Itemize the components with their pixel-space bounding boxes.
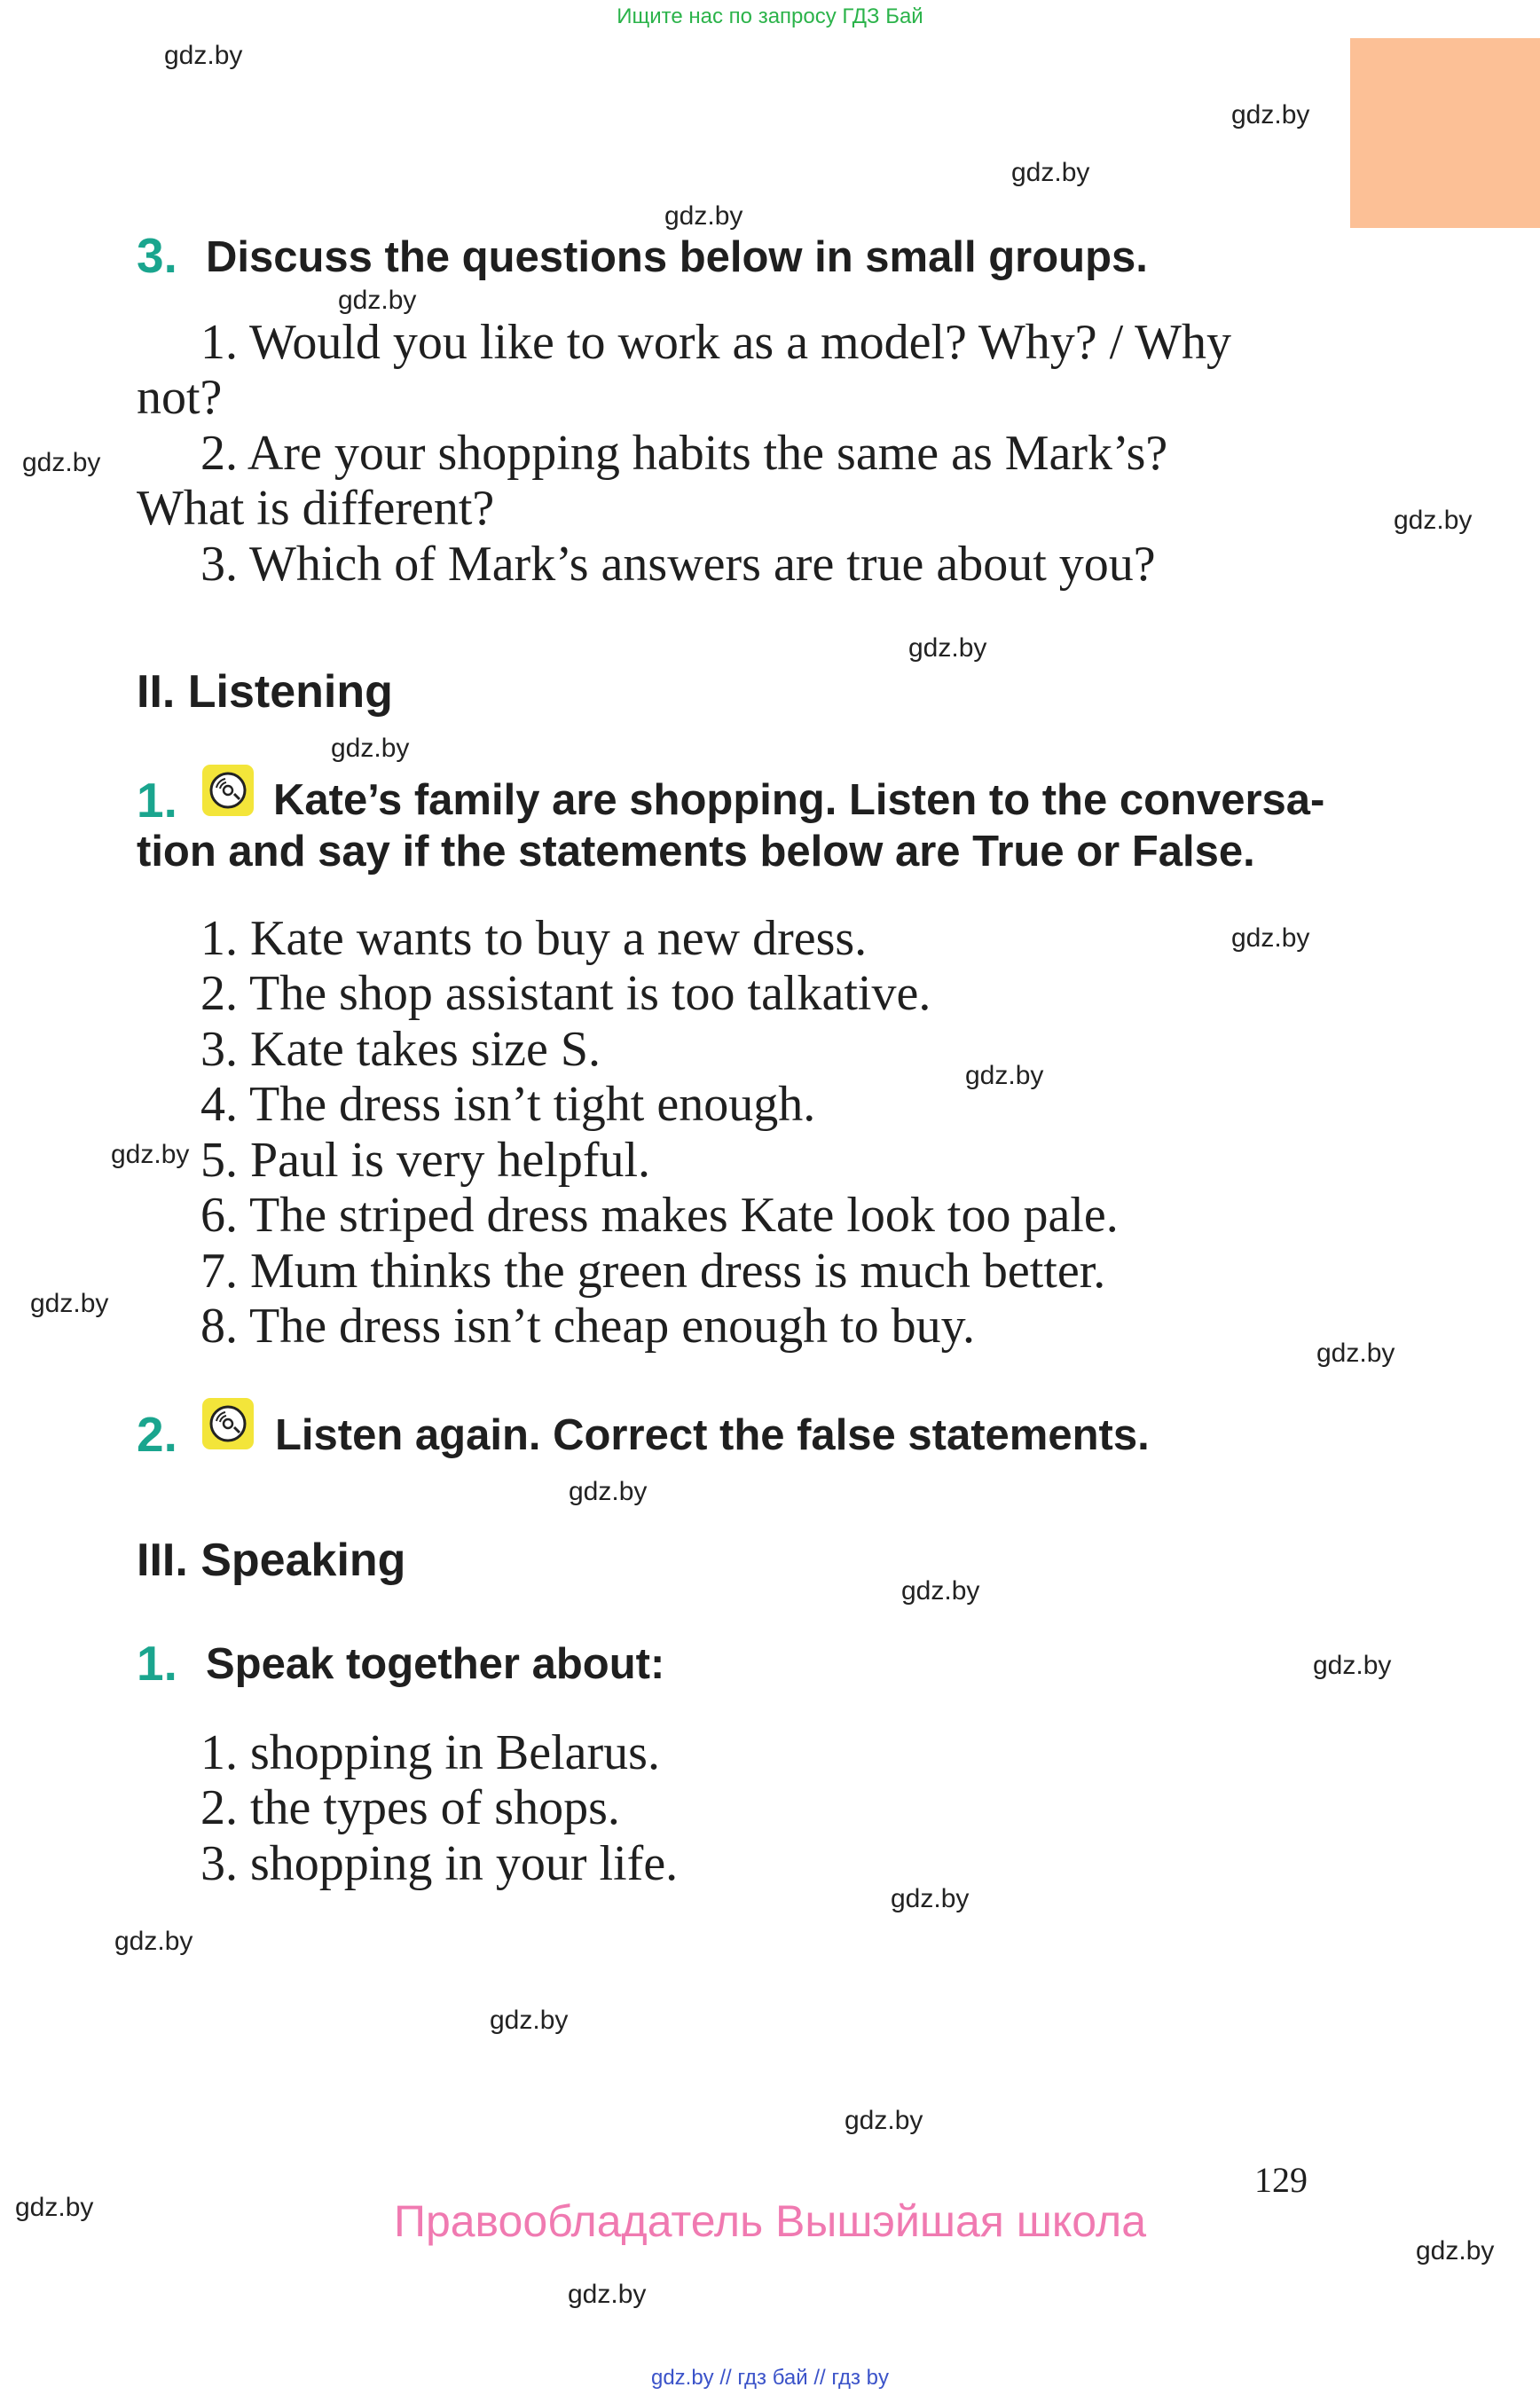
statement-item: 2. The shop assistant is too talkative. bbox=[200, 966, 931, 1021]
watermark: gdz.by bbox=[331, 734, 410, 763]
watermark: gdz.by bbox=[845, 2106, 923, 2135]
watermark: gdz.by bbox=[569, 1477, 648, 1506]
corner-color-block bbox=[1350, 38, 1540, 228]
exercise-title: tion and say if the statements below are True or False. bbox=[137, 828, 1255, 876]
watermark: gdz.by bbox=[901, 1576, 980, 1606]
topic-item: 3. shopping in your life. bbox=[200, 1836, 679, 1891]
statement-item: 5. Paul is very helpful. bbox=[200, 1133, 651, 1188]
statement-item: 7. Mum thinks the green dress is much better. bbox=[200, 1244, 1106, 1299]
watermark: gdz.by bbox=[1231, 100, 1310, 130]
watermark: gdz.by bbox=[338, 286, 417, 315]
question-text: 3. Which of Mark’s answers are true about you? bbox=[200, 537, 1156, 592]
watermark: gdz.by bbox=[114, 1927, 193, 1956]
watermark: gdz.by bbox=[1231, 923, 1310, 953]
question-text: not? bbox=[137, 370, 223, 425]
question-text: 2. Are your shopping habits the same as Mark’s? bbox=[200, 426, 1168, 481]
watermark: gdz.by bbox=[1011, 158, 1090, 187]
section-heading: III. Speaking bbox=[137, 1535, 406, 1586]
exercise-number: 2. bbox=[137, 1407, 177, 1462]
exercise-number: 1. bbox=[137, 1636, 177, 1691]
watermark: gdz.by bbox=[1394, 506, 1473, 535]
exercise-title: Discuss the questions below in small groups. bbox=[206, 233, 1148, 281]
top-banner[interactable]: Ищите нас по запросу ГДЗ Бай bbox=[617, 4, 923, 28]
footer-links[interactable]: gdz.by // гдз бай // гдз by bbox=[650, 2366, 890, 2390]
watermark: gdz.by bbox=[1416, 2236, 1495, 2266]
statement-item: 8. The dress isn’t cheap enough to buy. bbox=[200, 1299, 976, 1354]
watermark: gdz.by bbox=[1313, 1651, 1392, 1680]
page-number: 129 bbox=[1254, 2160, 1308, 2200]
exercise-title: Listen again. Correct the false statements. bbox=[275, 1411, 1150, 1459]
exercise-number: 1. bbox=[137, 773, 177, 828]
section-heading: II. Listening bbox=[137, 666, 393, 718]
watermark: gdz.by bbox=[1316, 1339, 1395, 1368]
statement-item: 4. The dress isn’t tight enough. bbox=[200, 1077, 816, 1132]
watermark: gdz.by bbox=[965, 1061, 1044, 1090]
watermark: gdz.by bbox=[891, 1884, 970, 1913]
audio-cd-icon[interactable] bbox=[202, 1398, 254, 1449]
topic-item: 1. shopping in Belarus. bbox=[200, 1725, 660, 1780]
watermark: gdz.by bbox=[30, 1289, 109, 1318]
audio-cd-icon[interactable] bbox=[202, 765, 254, 816]
watermark: gdz.by bbox=[22, 448, 101, 477]
watermark: gdz.by bbox=[908, 633, 987, 663]
watermark: gdz.by bbox=[111, 1140, 190, 1169]
statement-item: 1. Kate wants to buy a new dress. bbox=[200, 911, 868, 966]
statement-item: 6. The striped dress makes Kate look too pale. bbox=[200, 1188, 1119, 1243]
watermark: gdz.by bbox=[15, 2193, 94, 2222]
exercise-number: 3. bbox=[137, 228, 177, 283]
watermark: gdz.by bbox=[568, 2280, 647, 2309]
question-text: What is different? bbox=[137, 481, 495, 536]
watermark: gdz.by bbox=[164, 41, 243, 70]
watermark: gdz.by bbox=[490, 2006, 569, 2035]
topic-item: 2. the types of shops. bbox=[200, 1780, 620, 1835]
question-text: 1. Would you like to work as a model? Why? / Why bbox=[200, 315, 1231, 370]
statement-item: 3. Kate takes size S. bbox=[200, 1022, 601, 1077]
copyright-notice: Правообладатель Вышэйшая школа bbox=[394, 2196, 1146, 2246]
watermark: gdz.by bbox=[664, 201, 743, 231]
exercise-title: Kate’s family are shopping. Listen to the conversa- bbox=[273, 776, 1325, 824]
exercise-title: Speak together about: bbox=[206, 1640, 665, 1688]
